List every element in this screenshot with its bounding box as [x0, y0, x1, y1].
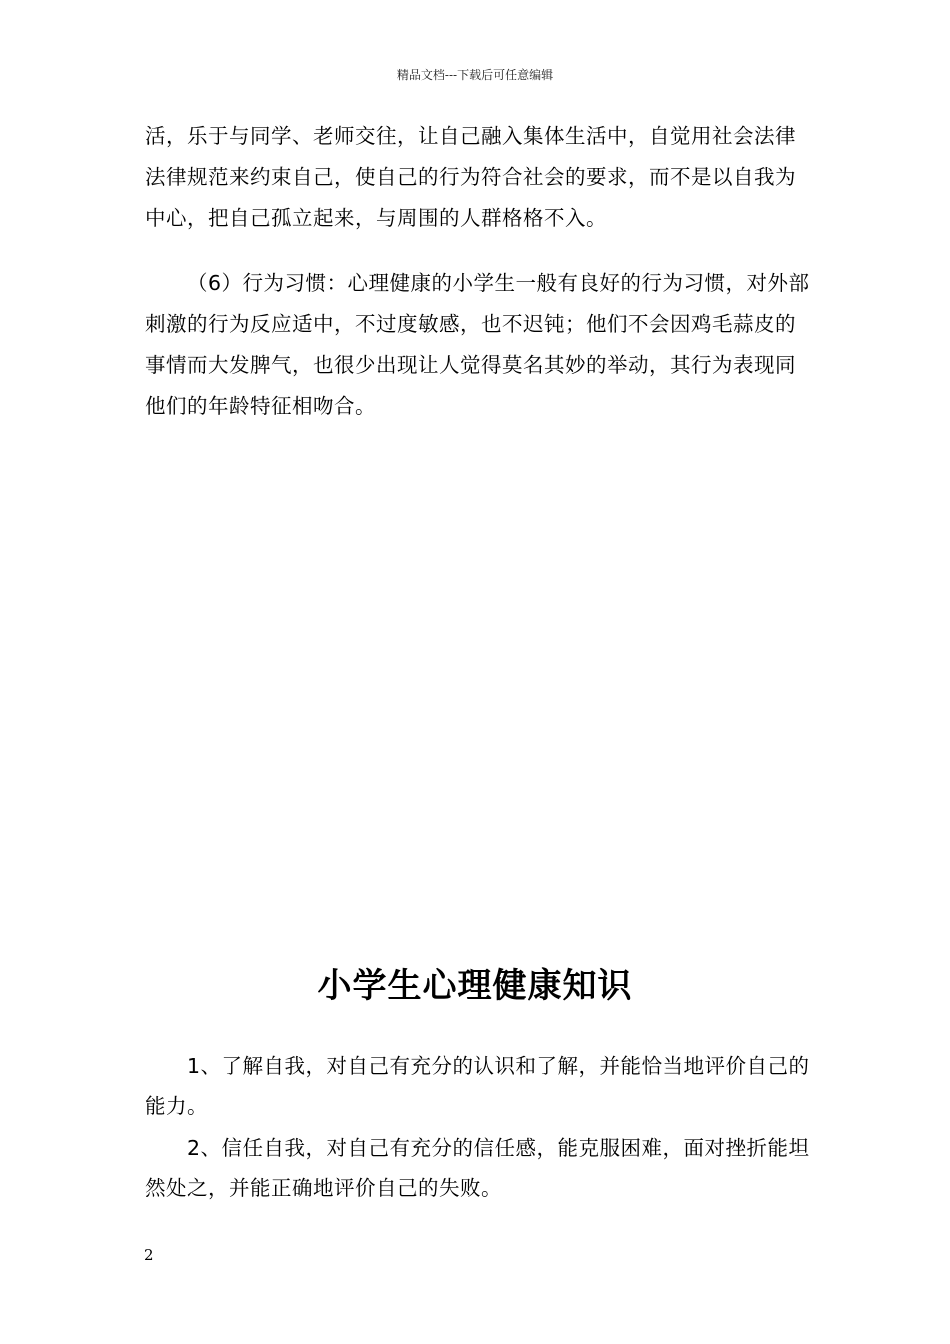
paragraph-behavior-habits: （6）行为习惯：心理健康的小学生一般有良好的行为习惯，对外部刺激的行为反应适中，不过度敏感，也不迟钝；他们不会因鸡毛蒜皮的事情而大发脾气，也很少出现让人觉得莫名其妙的举动，其行为表现同他们的年龄特征相吻合。 — [145, 271, 810, 418]
paragraph-social-adaptation: 活，乐于与同学、老师交往，让自己融入集体生活中，自觉用社会法律法律规范来约束自己，使自己的行为符合社会的要求，而不是以自我为中心，把自己孤立起来，与周围的人群格格不入。 — [145, 124, 796, 230]
section-title: 小学生心理健康知识 — [317, 966, 633, 1006]
page-header: 精品文档---下载后可任意编辑 — [396, 68, 554, 82]
list-item-trust-self: 2、信任自我，对自己有充分的信任感，能克服困难，面对挫折能坦然处之，并能正确地评价自己的失败。 — [145, 1136, 810, 1200]
list-item-know-self: 1、了解自我，对自己有充分的认识和了解，并能恰当地评价自己的能力。 — [145, 1054, 810, 1118]
page-number: 2 — [144, 1246, 154, 1264]
